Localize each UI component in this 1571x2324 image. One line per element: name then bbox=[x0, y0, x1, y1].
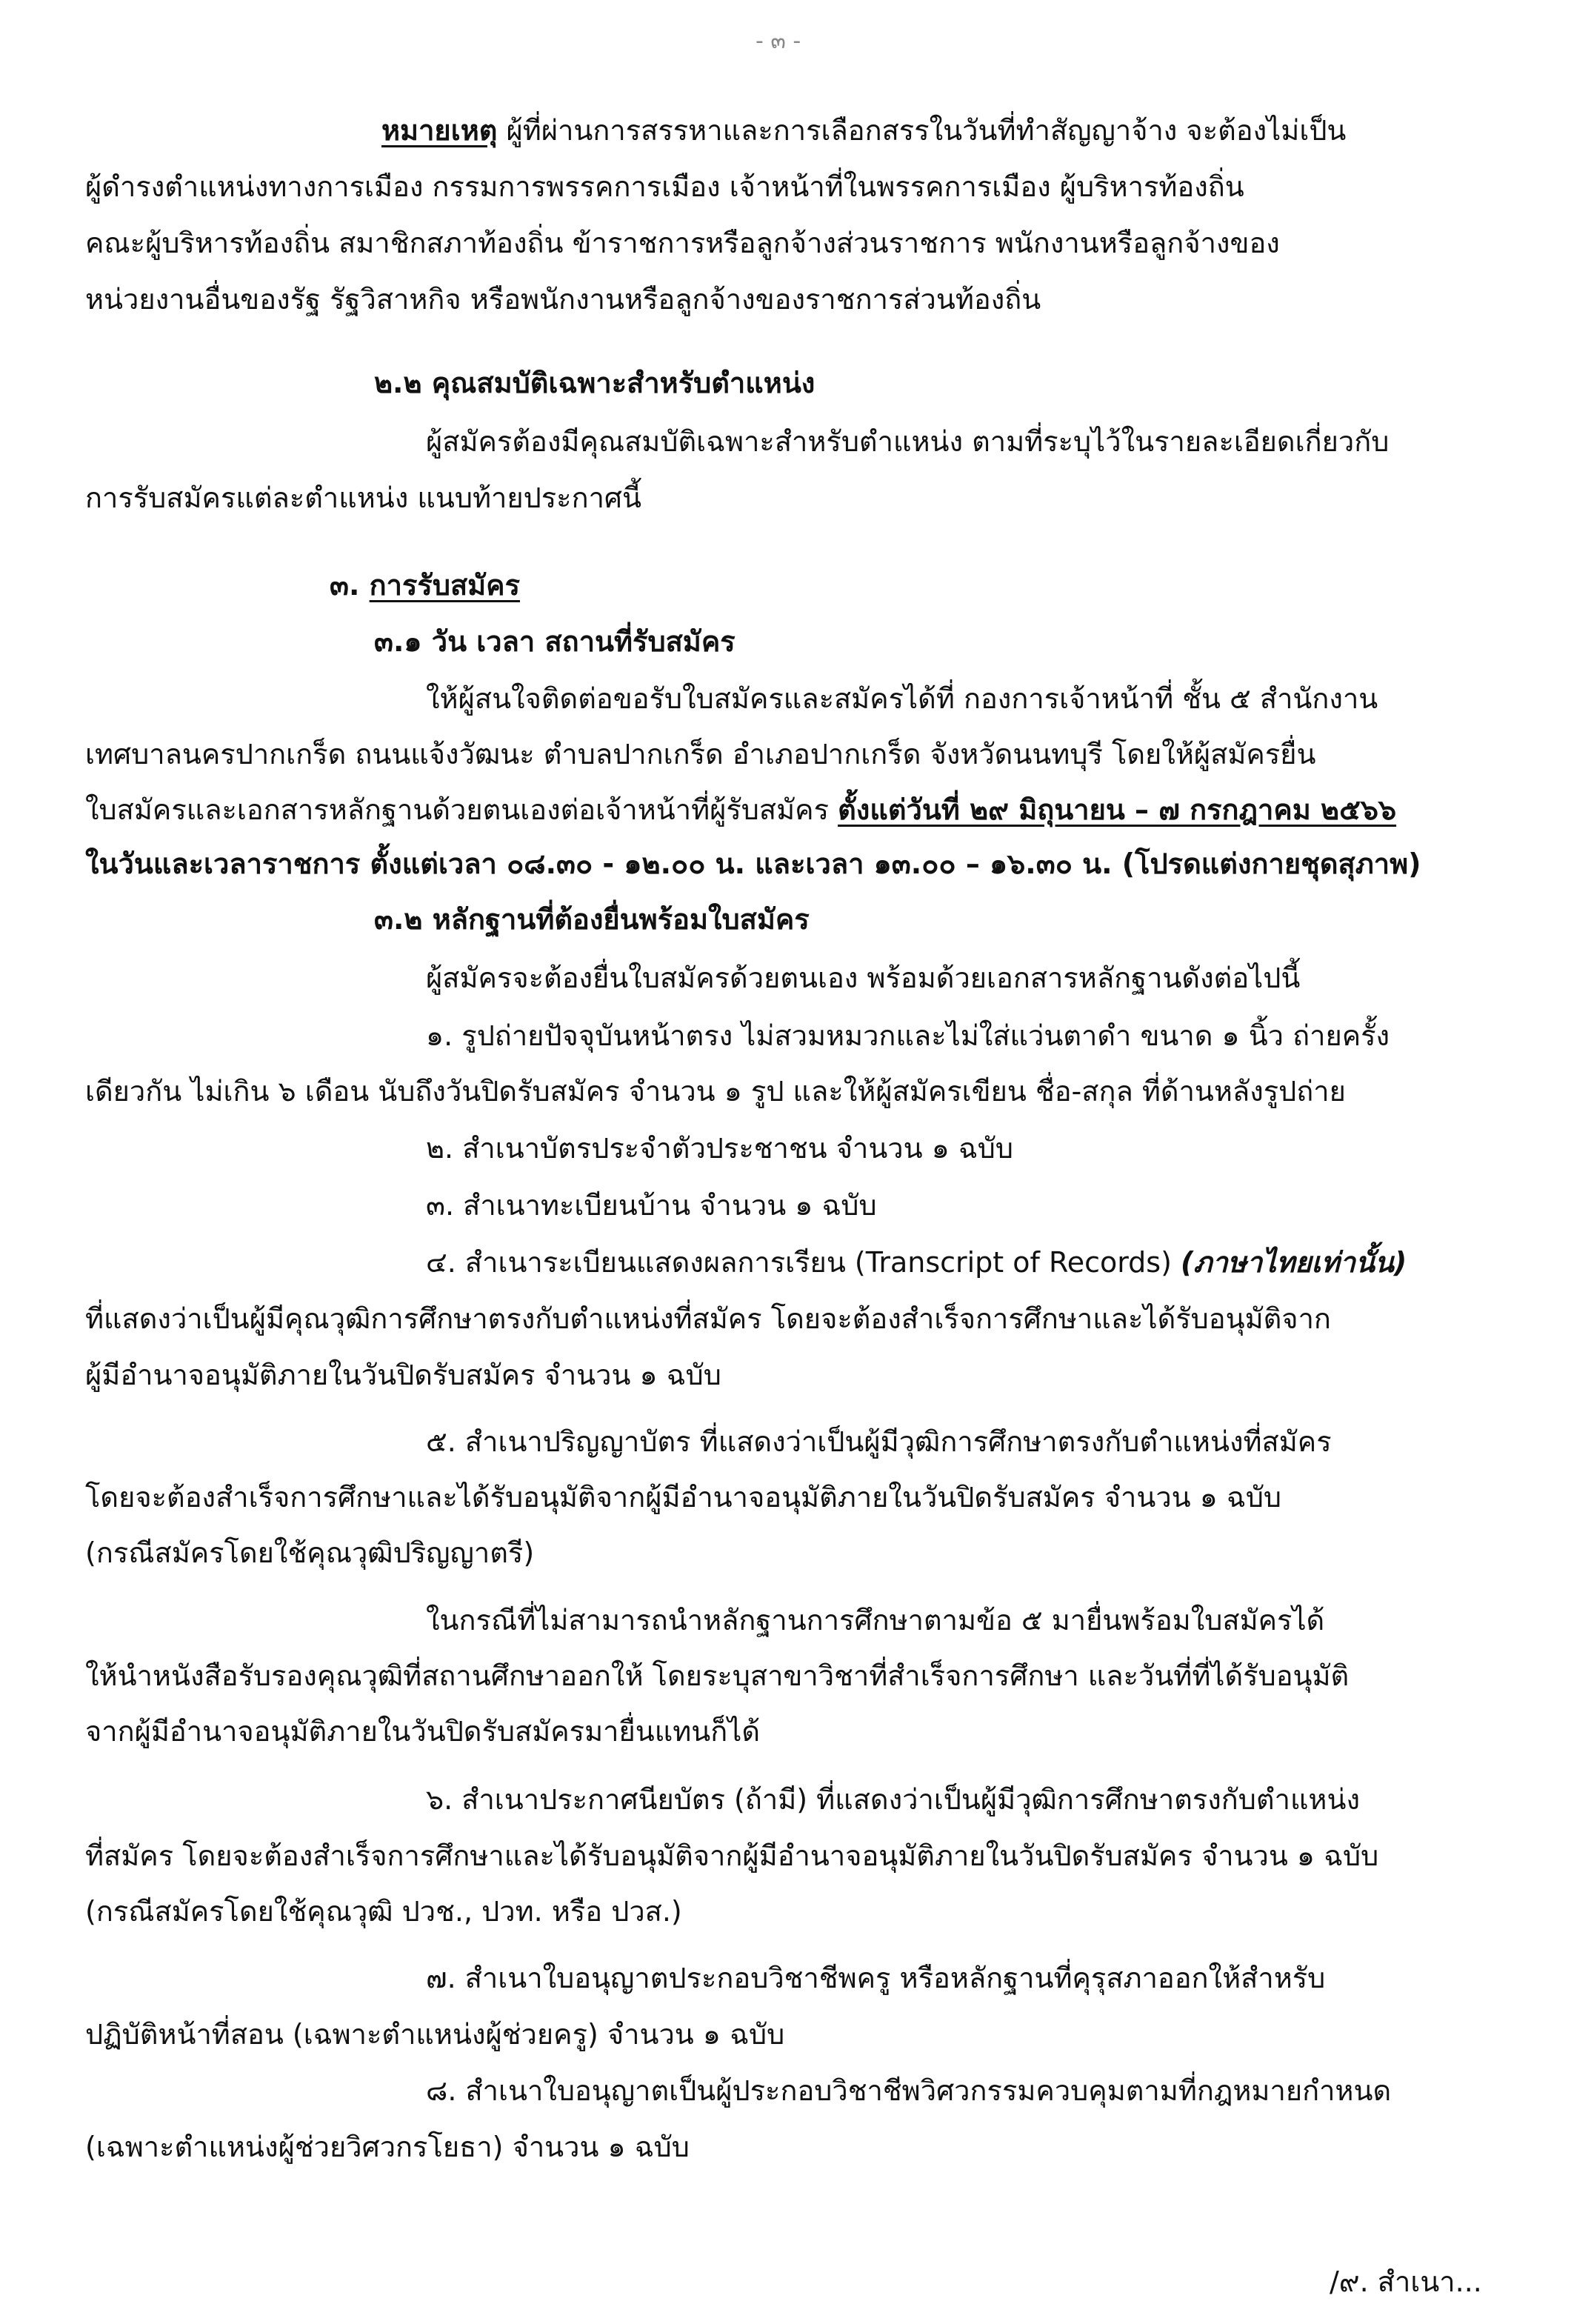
section-3-title: การรับสมัคร bbox=[369, 569, 521, 602]
alt-paragraph-line-3: จากผู้มีอำนาจอนุมัติภายในวันปิดรับสมัครมายื่นแทนก็ได้ bbox=[85, 1715, 761, 1748]
item-7-line-1: ๗. สำเนาใบอนุญาตประกอบวิชาชีพครู หรือหลักฐานที่คุรุสภาออกให้สำหรับ bbox=[426, 1962, 1326, 1994]
item-5-line-2: โดยจะต้องสำเร็จการศึกษาและได้รับอนุมัติจากผู้มีอำนาจอนุมัติภายในวันปิดรับสมัคร จำนวน ๑ ฉบับ bbox=[85, 1481, 1282, 1514]
section-3-2-intro: ผู้สมัครจะต้องยื่นใบสมัครด้วยตนเอง พร้อมด้วยเอกสารหลักฐานดังต่อไปนี้ bbox=[426, 962, 1301, 994]
thai-only-note: (ภาษาไทยเท่านั้น) bbox=[1181, 1246, 1407, 1279]
section-3-2-heading: ๓.๒ หลักฐานที่ต้องยื่นพร้อมใบสมัคร bbox=[374, 903, 810, 936]
application-period: ตั้งแต่วันที่ ๒๙ มิถุนายน – ๗ กรกฎาคม ๒๕๖๖ bbox=[838, 793, 1397, 826]
section-3-1-line-3 bbox=[85, 788, 1396, 832]
note-line-2: ผู้ดำรงตำแหน่งทางการเมือง กรรมการพรรคการเมือง เจ้าหน้าที่ในพรรคการเมือง ผู้บริหารท้องถิ่น bbox=[85, 170, 1244, 203]
office-hours-line: ในวันและเวลาราชการ ตั้งแต่เวลา ๐๘.๓๐ - ๑๒.๐๐ น. และเวลา ๑๓.๐๐ – ๑๖.๓๐ น. (โปรดแต่งกายชุดสุภาพ) bbox=[85, 848, 1421, 880]
item-1-line-1: ๑. รูปถ่ายปัจจุบันหน้าตรง ไม่สวมหมวกและไม่ใส่แว่นตาดำ ขนาด ๑ นิ้ว ถ่ายครั้ง bbox=[426, 1019, 1390, 1052]
item-4-line-3: ผู้มีอำนาจอนุมัติภายในวันปิดรับสมัคร จำนวน ๑ ฉบับ bbox=[85, 1359, 721, 1391]
note-line-4: หน่วยงานอื่นของรัฐ รัฐวิสาหกิจ หรือพนักงานหรือลูกจ้างของราชการส่วนท้องถิ่น bbox=[85, 283, 1041, 316]
note-text-1: ผู้ที่ผ่านการสรรหาและการเลือกสรรในวันที่ทำสัญญาจ้าง จะต้องไม่เป็น bbox=[506, 114, 1347, 147]
item-4-line-2: ที่แสดงว่าเป็นผู้มีคุณวุฒิการศึกษาตรงกับตำแหน่งที่สมัคร โดยจะต้องสำเร็จการศึกษาและได้รับอนุมัติจาก bbox=[85, 1302, 1331, 1335]
section-3-1-line-3-text: ใบสมัครและเอกสารหลักฐานด้วยตนเองต่อเจ้าหน้าที่ผู้รับสมัคร bbox=[85, 793, 829, 826]
note-label: หมายเหตุ bbox=[381, 114, 498, 147]
alt-paragraph-line-1: ในกรณีที่ไม่สามารถนำหลักฐานการศึกษาตามข้อ ๕ มายื่นพร้อมใบสมัครได้ bbox=[426, 1604, 1325, 1637]
section-3-1-line-2: เทศบาลนครปากเกร็ด ถนนแจ้งวัฒนะ ตำบลปากเกร็ด อำเภอปากเกร็ด จังหวัดนนทบุรี โดยให้ผู้สมัครยื่น bbox=[85, 738, 1316, 770]
item-6-line-3: (กรณีสมัครโดยใช้คุณวุฒิ ปวช., ปวท. หรือ ปวส.) bbox=[85, 1895, 682, 1928]
section-3-number: ๓. bbox=[330, 569, 360, 602]
item-6-line-2: ที่สมัคร โดยจะต้องสำเร็จการศึกษาและได้รับอนุมัติจากผู้มีอำนาจอนุมัติภายในวันปิดรับสมัคร จำนวน ๑ ฉบับ bbox=[85, 1839, 1379, 1872]
section-3-heading bbox=[330, 563, 520, 607]
section-2-2-line-1: ผู้สมัครต้องมีคุณสมบัติเฉพาะสำหรับตำแหน่ง ตามที่ระบุไว้ในรายละเอียดเกี่ยวกับ bbox=[426, 425, 1390, 458]
item-1-line-2: เดียวกัน ไม่เกิน ๖ เดือน นับถึงวันปิดรับสมัคร จำนวน ๑ รูป และให้ผู้สมัครเขียน ชื่อ-สกุล ที่ด้านหลังรูปถ่าย bbox=[85, 1075, 1346, 1108]
note-line-3: คณะผู้บริหารท้องถิ่น สมาชิกสภาท้องถิ่น ข้าราชการหรือลูกจ้างส่วนราชการ พนักงานหรือลูกจ้างของ bbox=[85, 227, 1280, 259]
item-7-line-2: ปฏิบัติหน้าที่สอน (เฉพาะตำแหน่งผู้ช่วยครู) จำนวน ๑ ฉบับ bbox=[85, 2018, 785, 2051]
section-3-1-heading: ๓.๑ วัน เวลา สถานที่รับสมัคร bbox=[374, 625, 736, 658]
note-line-1 bbox=[381, 108, 1346, 153]
section-2-2-line-2: การรับสมัครแต่ละตำแหน่ง แนบท้ายประกาศนี้ bbox=[85, 482, 642, 514]
item-2: ๒. สำเนาบัตรประจำตัวประชาชน จำนวน ๑ ฉบับ bbox=[426, 1132, 1014, 1165]
alt-paragraph-line-2: ให้นำหนังสือรับรองคุณวุฒิที่สถานศึกษาออกให้ โดยระบุสาขาวิชาที่สำเร็จการศึกษา และวันที่ที่ได้รับอนุมัติ bbox=[85, 1659, 1350, 1692]
item-4-line-1 bbox=[426, 1240, 1407, 1285]
item-5-line-3: (กรณีสมัครโดยใช้คุณวุฒิปริญญาตรี) bbox=[85, 1536, 535, 1569]
section-3-1-line-1: ให้ผู้สนใจติดต่อขอรับใบสมัครและสมัครได้ที่ กองการเจ้าหน้าที่ ชั้น ๕ สำนักงาน bbox=[426, 682, 1378, 715]
item-8-line-2: (เฉพาะตำแหน่งผู้ช่วยวิศวกรโยธา) จำนวน ๑ ฉบับ bbox=[85, 2131, 690, 2163]
page-number: - ๓ - bbox=[756, 28, 801, 54]
continuation-marker: /๙. สำเนา... bbox=[1330, 2265, 1482, 2298]
item-8-line-1: ๘. สำเนาใบอนุญาตเป็นผู้ประกอบวิชาชีพวิศวกรรมควบคุมตามที่กฎหมายกำหนด bbox=[426, 2074, 1392, 2107]
item-4-line-1-text: ๔. สำเนาระเบียนแสดงผลการเรียน (Transcript of Records) bbox=[426, 1246, 1172, 1279]
item-3: ๓. สำเนาทะเบียนบ้าน จำนวน ๑ ฉบับ bbox=[426, 1189, 877, 1222]
section-2-2-heading: ๒.๒ คุณสมบัติเฉพาะสำหรับตำแหน่ง bbox=[374, 367, 815, 399]
item-5-line-1: ๕. สำเนาปริญญาบัตร ที่แสดงว่าเป็นผู้มีวุฒิการศึกษาตรงกับตำแหน่งที่สมัคร bbox=[426, 1425, 1332, 1458]
item-6-line-1: ๖. สำเนาประกาศนียบัตร (ถ้ามี) ที่แสดงว่าเป็นผู้มีวุฒิการศึกษาตรงกับตำแหน่ง bbox=[426, 1783, 1361, 1816]
